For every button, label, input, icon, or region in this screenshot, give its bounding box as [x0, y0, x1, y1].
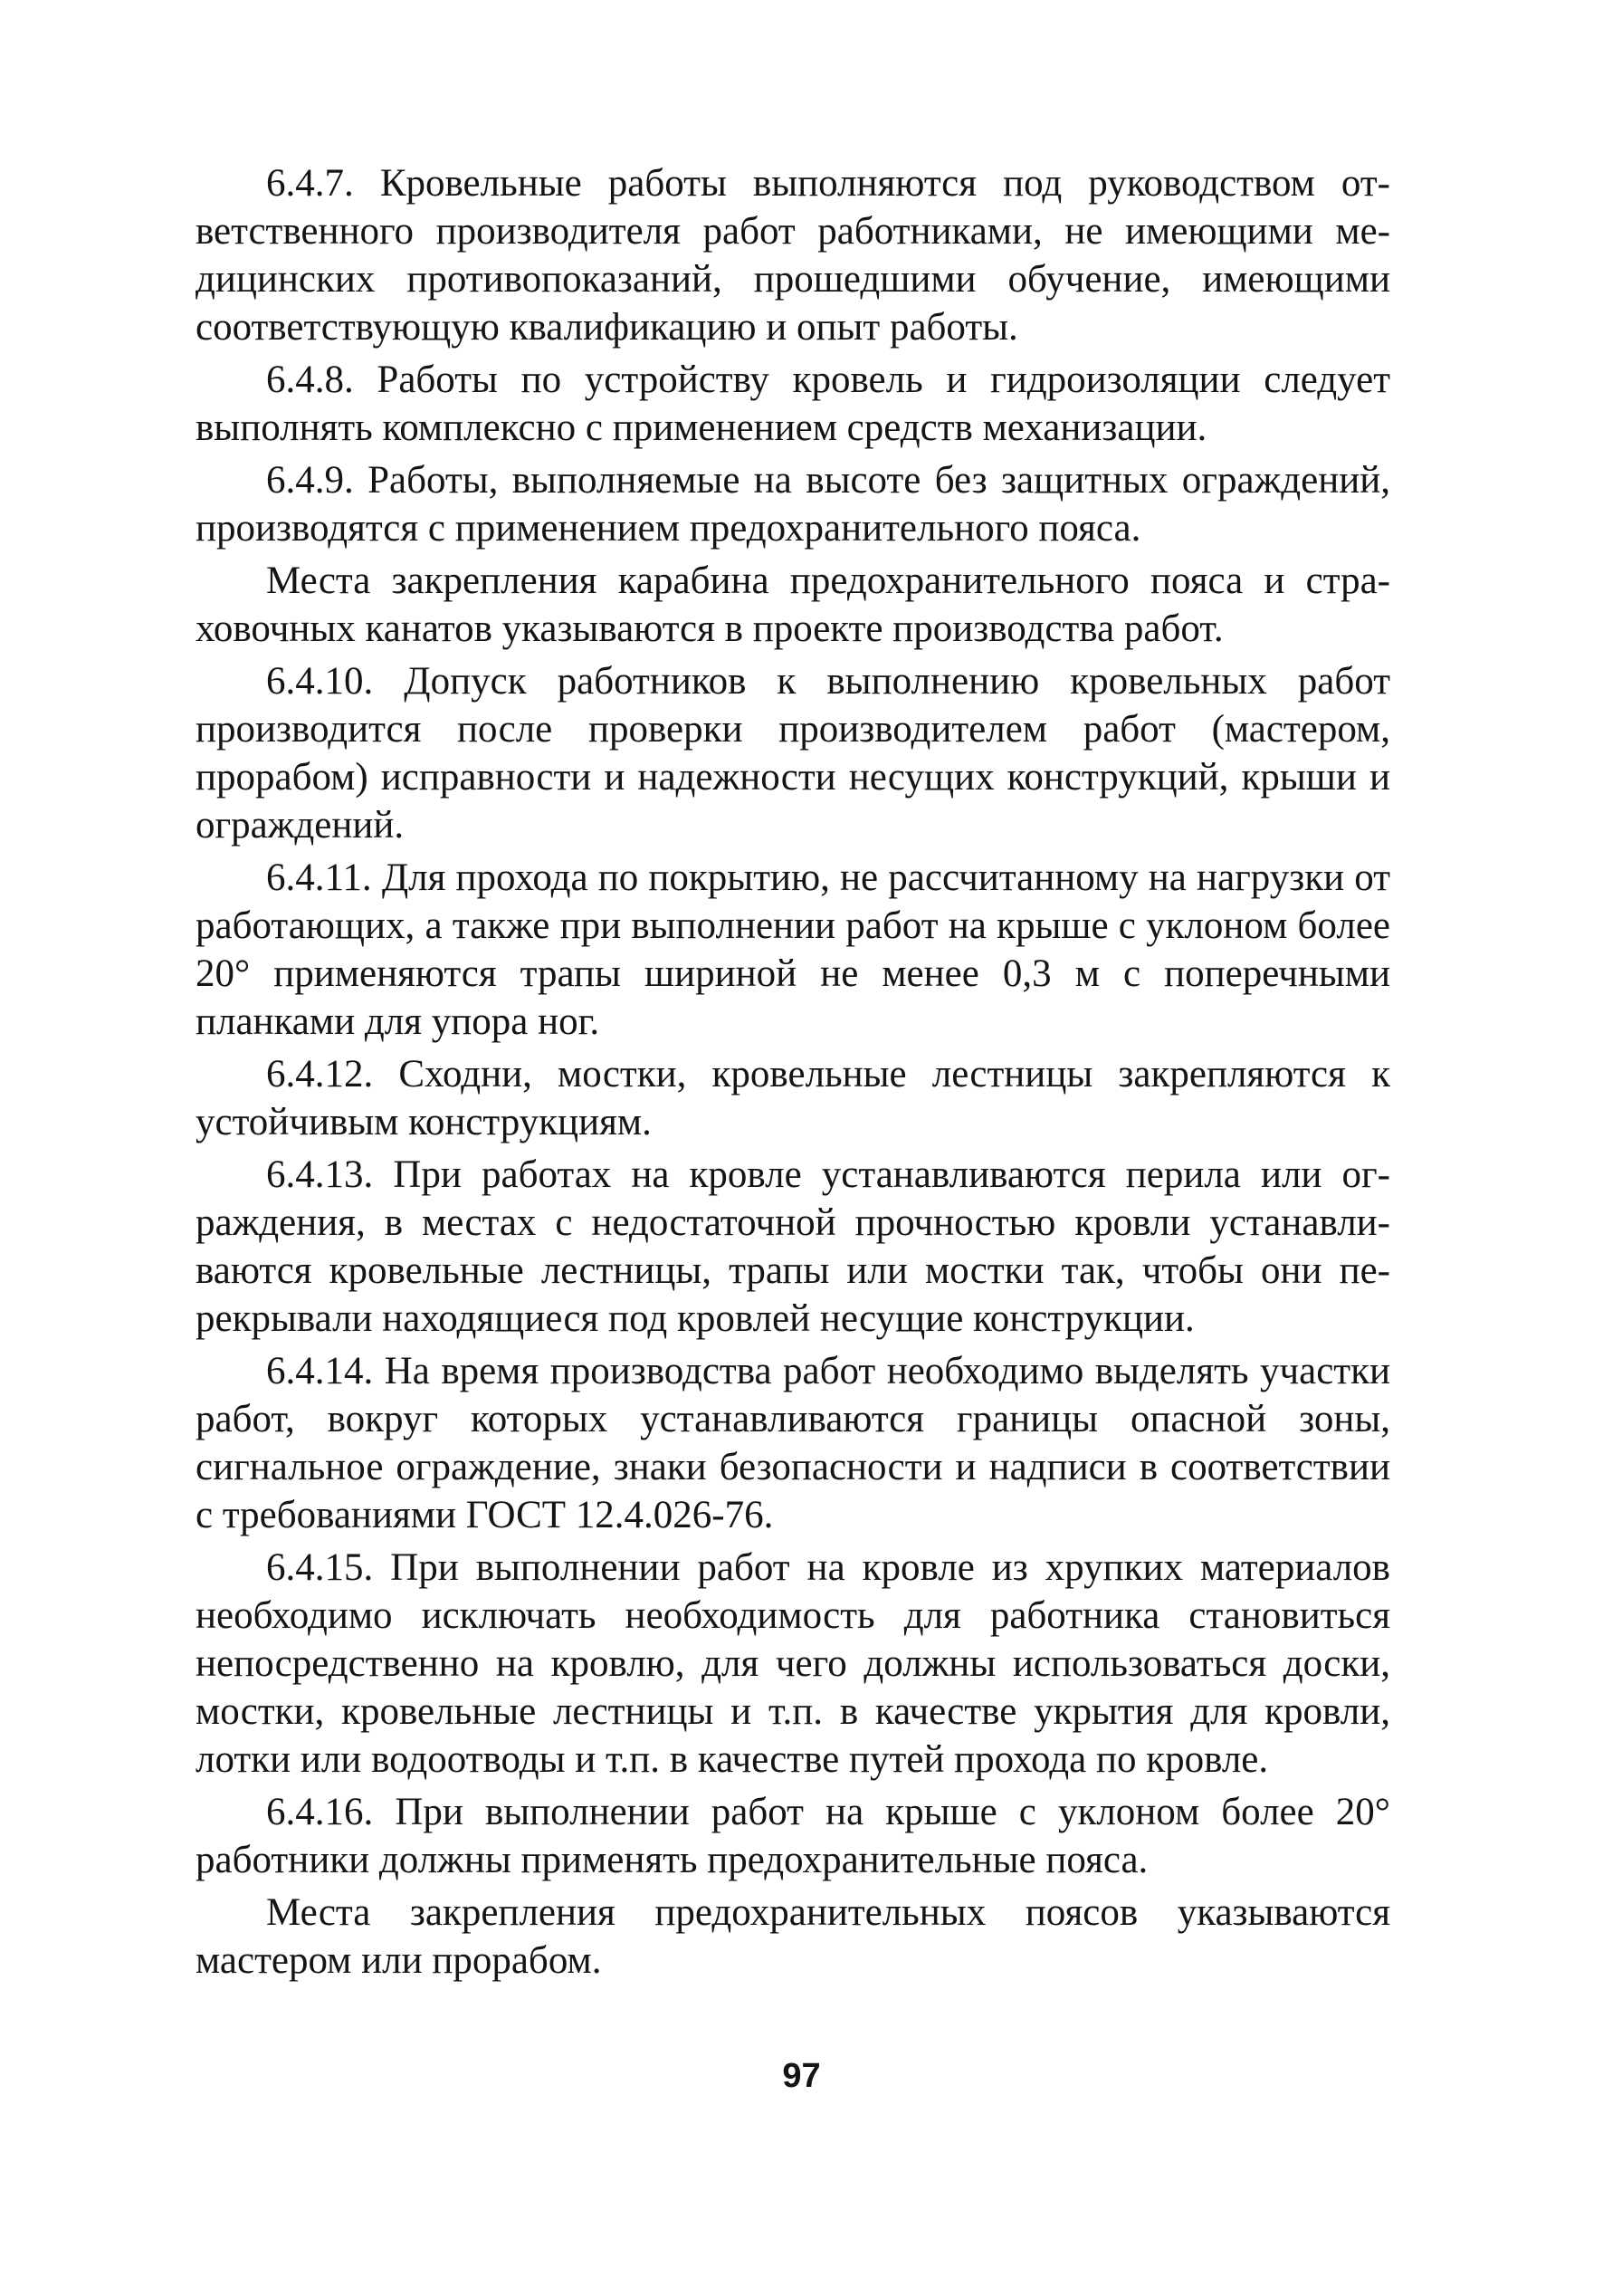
- paragraph-6-4-10: 6.4.10. Допуск работников к выполнению кровельных работ производится после проверки производителем работ (мастером, прорабом) исправности и надежности несущих конструкций, крыши и ограждений.: [196, 660, 1390, 847]
- paragraph-6-4-11: 6.4.11. Для прохода по покрытию, не рассчитанному на нагрузки от работающих, а также при выполнении работ на крыше с уклоном более 20° применяются трапы шириной не менее 0,3 м с поперечными планками для упора ног.: [196, 856, 1390, 1043]
- paragraph-6-4-13: 6.4.13. При работах на кровле устанавливаются перила или ограждения, в местах с недостаточной прочностью кровли устанавливаются кровельные лестницы, трапы или мостки так, чтобы они перекрывали находящиеся под кровлей несущие конструкции.: [196, 1153, 1390, 1340]
- paragraph-6-4-9: 6.4.9. Работы, выполняемые на высоте без защитных ограждений, производятся с применением предохранительного пояса.: [196, 459, 1390, 550]
- paragraph-6-4-7: 6.4.7. Кровельные работы выполняются под руководством ответственного производителя работ работниками, не имеющими медицинских противопоказаний, прошедшими обучение, имеющими соответствующую квалификацию и опыт работы.: [196, 162, 1390, 349]
- paragraph-belt-locations: Места закрепления предохранительных поясов указываются мастером или прорабом.: [196, 1891, 1390, 1982]
- paragraph-carabiner-locations: Места закрепления карабина предохранительного пояса и страховочных канатов указываются в проекте производства работ.: [196, 560, 1390, 650]
- paragraph-6-4-12: 6.4.12. Сходни, мостки, кровельные лестницы закрепляются к устойчивым конструкциям.: [196, 1053, 1390, 1143]
- document-body: [196, 159, 1390, 1989]
- paragraph-6-4-15: 6.4.15. При выполнении работ на кровле из хрупких материалов необходимо исключать необходимость для работника становиться непосредственно на кровлю, для чего должны использоваться доски, мостки, кровельные лестницы и т.п. в качестве укрытия для кровли, лотки или водоотводы и т.п. в качестве путей прохода по кровле.: [196, 1546, 1390, 1781]
- page-number: 97: [782, 2057, 821, 2095]
- paragraph-6-4-8: 6.4.8. Работы по устройству кровель и гидроизоляции следует выполнять комплексно с применением средств механизации.: [196, 359, 1390, 449]
- paragraph-6-4-16: 6.4.16. При выполнении работ на крыше с уклоном более 20° работники должны применять предохранительные пояса.: [196, 1791, 1390, 1881]
- paragraph-6-4-14: 6.4.14. На время производства работ необходимо выделять участки работ, вокруг которых устанавливаются границы опасной зоны, сигнальное ограждение, знаки безопасности и надписи в соответствии с требованиями ГОСТ 12.4.026-76.: [196, 1350, 1390, 1536]
